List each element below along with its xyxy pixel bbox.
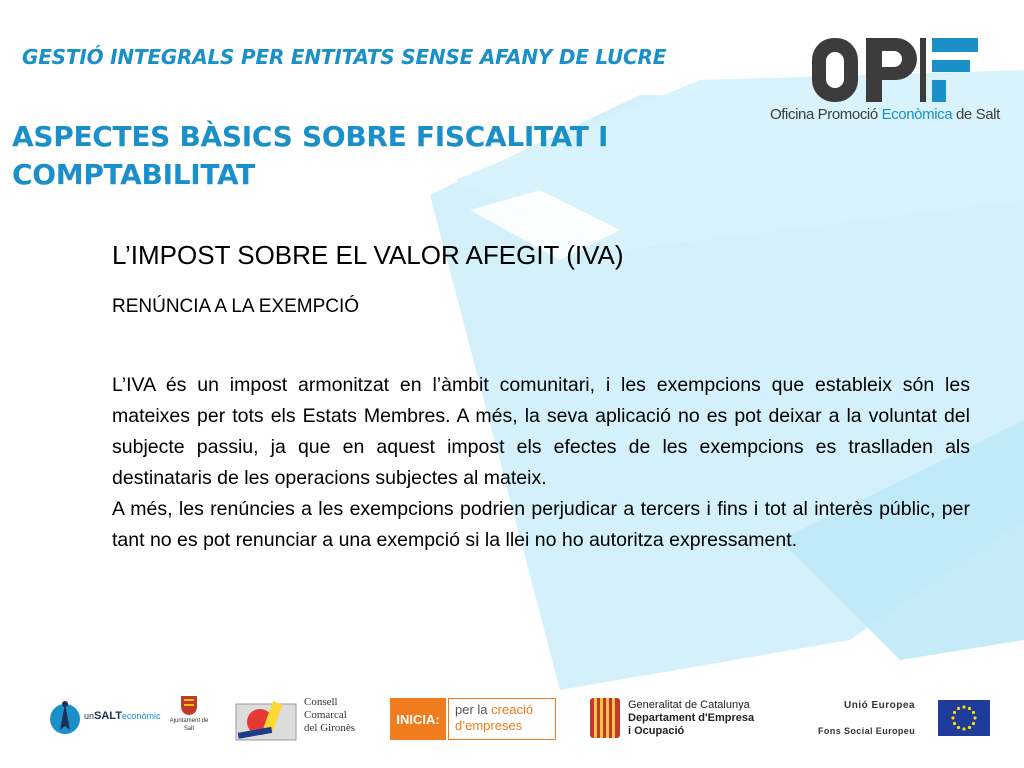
section-heading: L’IMPOST SOBRE EL VALOR AFEGIT (IVA)	[112, 240, 624, 270]
consell-line1: Consell	[304, 696, 338, 708]
header-subtitle: GESTIÓ INTEGRALS PER ENTITATS SENSE AFANY DE LUCRE	[22, 45, 667, 69]
inicia-creacio: creació	[491, 702, 534, 717]
gencat-line1: Generalitat de Catalunya	[628, 699, 750, 711]
salt-un: un	[84, 711, 95, 721]
ope-logo-caption	[770, 106, 1010, 123]
consell-emblem-icon	[234, 696, 300, 742]
salt-emblem-icon	[48, 698, 82, 736]
eu-bottom-text: Fons Social Europeu	[818, 726, 916, 736]
gencat-line3: i Ocupació	[628, 725, 685, 737]
consell-comarcal-logo	[234, 696, 364, 744]
salt-econ: econòmic	[121, 711, 161, 721]
eu-logo	[818, 698, 994, 748]
generalitat-logo	[590, 698, 790, 742]
ajuntament-line2: Salt	[183, 726, 195, 732]
ope-logo	[770, 36, 1010, 128]
salt-brand: SALT	[94, 710, 122, 722]
footer-sponsors	[0, 680, 1024, 760]
page-title: ASPECTES BÀSICS SOBRE FISCALITAT I COMPTABILITAT	[12, 120, 609, 191]
eu-flag-icon	[938, 700, 990, 736]
coat-of-arms-icon	[179, 694, 199, 716]
body-text	[112, 370, 970, 556]
inicia-empreses: d’empreses	[455, 718, 523, 733]
inicia-tagline	[448, 698, 556, 740]
section-subheading: RENÚNCIA A LA EXEMPCIÓ	[112, 296, 360, 317]
ajuntament-salt-logo	[168, 694, 210, 744]
logo-caption-part1: Oficina Promoció	[770, 106, 882, 123]
inicia-logo	[390, 698, 556, 740]
logo-caption-part2: de Salt	[952, 106, 1000, 123]
eu-top-text: Unió Europea	[844, 700, 916, 711]
paragraph-1: L’IVA és un impost armonitzat en l’àmbit comunitari, i les exempcions que estableix són les mateixes per tots els Estats Membres. A més, la seva aplicació no es pot deixar a la voluntat del subjecte passiu, ja que en aquest impost els efectes de les exempcions es traslladen als destinataris de les operacions subjectes al mateix.	[112, 374, 970, 489]
paragraph-2: A més, les renúncies a les exempcions podrien perjudicar a tercers i fins i tot al interès públic, per tant no es pot renunciar a una exempció si la llei no ho autoritza expressament.	[112, 498, 970, 551]
salt-economic-logo	[48, 698, 168, 738]
senyera-icon	[590, 698, 620, 738]
ajuntament-line1: Ajuntament de	[169, 718, 209, 724]
gencat-line2: Departament d'Empresa	[628, 712, 755, 724]
logo-caption-highlight: Econòmica	[881, 106, 953, 123]
consell-line2: Comarcal	[304, 709, 347, 721]
inicia-label: INICIA:	[390, 698, 446, 740]
salt-text	[84, 710, 160, 722]
inicia-per-la: per la	[455, 702, 488, 717]
consell-line3: del Gironès	[304, 722, 356, 734]
ope-logo-mark	[812, 36, 982, 108]
